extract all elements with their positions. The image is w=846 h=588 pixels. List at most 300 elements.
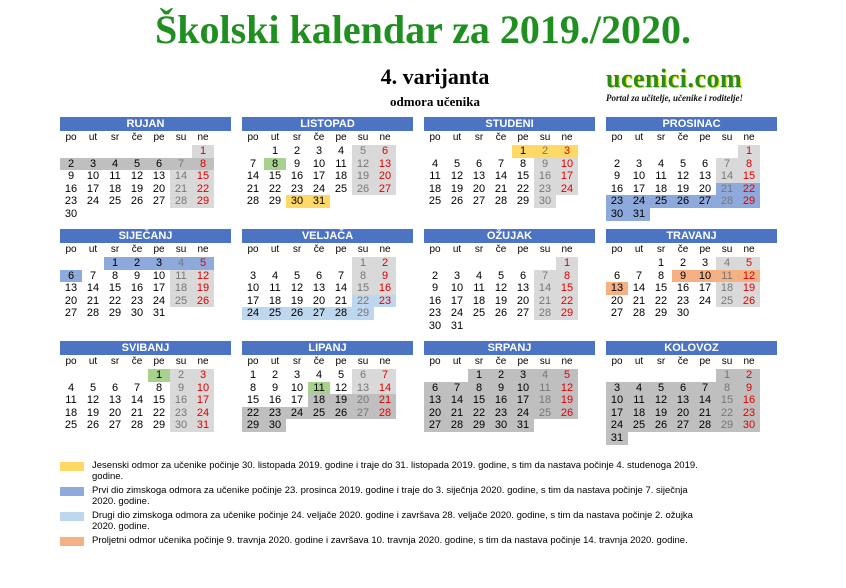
day-cell: 26 <box>286 307 308 320</box>
day-cell: 30 <box>286 195 308 208</box>
day-cell: 17 <box>450 294 464 307</box>
day-cell: 13 <box>152 170 166 183</box>
day-cell: 13 <box>312 282 326 295</box>
day-cell: 3 <box>701 257 709 269</box>
day-cell: 10 <box>152 269 166 282</box>
day-cell: 13 <box>108 394 122 407</box>
day-cell: 16 <box>64 182 78 195</box>
day-cell: 1 <box>352 257 374 270</box>
day-cell: 2 <box>679 257 687 269</box>
empty-cell <box>60 257 82 270</box>
day-cell: 3 <box>249 269 257 282</box>
day-cell: 25 <box>716 295 738 308</box>
day-cell: 5 <box>337 369 345 381</box>
day-cell: 5 <box>556 369 578 382</box>
day-cell: 12 <box>130 170 144 183</box>
day-cell: 7 <box>446 382 468 395</box>
day-cell: 20 <box>352 394 374 407</box>
day-cell: 25 <box>108 195 122 208</box>
day-cell: 12 <box>86 394 100 407</box>
day-cell: 29 <box>242 419 264 432</box>
day-cell: 6 <box>315 269 323 282</box>
day-cell: 24 <box>192 407 214 420</box>
day-cell: 24 <box>450 307 464 320</box>
day-cell: 8 <box>738 158 760 171</box>
day-cell: 2 <box>431 269 439 282</box>
day-cell: 28 <box>330 307 352 320</box>
day-cell: 21 <box>534 295 556 308</box>
weekday-label: su <box>175 244 187 255</box>
day-cell: 22 <box>242 407 264 420</box>
day-cell: 14 <box>334 282 348 295</box>
day-cell: 8 <box>264 158 286 171</box>
weekday-label: ut <box>634 356 644 367</box>
day-cell: 8 <box>716 382 738 395</box>
weekday-label: ne <box>743 244 755 255</box>
month-lipanj <box>242 341 413 432</box>
day-cell: 8 <box>556 270 578 283</box>
day-cell: 17 <box>698 282 712 295</box>
day-cell: 29 <box>468 419 490 432</box>
day-cell: 13 <box>698 170 712 183</box>
day-cell: 31 <box>192 419 214 432</box>
day-cell: 2 <box>738 369 760 382</box>
day-cell: 18 <box>308 394 330 407</box>
day-cell: 21 <box>446 407 468 420</box>
day-cell: 3 <box>293 369 301 381</box>
weekday-label: pe <box>699 244 711 255</box>
day-cell: 3 <box>315 145 323 157</box>
day-cell: 18 <box>716 282 738 295</box>
weekday-row <box>242 131 413 144</box>
day-cell: 16 <box>268 394 282 407</box>
day-cell: 11 <box>655 170 667 183</box>
empty-cell <box>650 369 672 382</box>
day-cell: 10 <box>246 282 260 295</box>
day-cell: 14 <box>86 282 100 295</box>
empty-cell <box>60 369 82 382</box>
day-cell: 7 <box>497 157 505 170</box>
empty-cell <box>694 145 716 158</box>
day-cell: 8 <box>155 381 163 394</box>
day-cell: 9 <box>613 170 621 183</box>
day-cell: 27 <box>424 419 446 432</box>
empty-cell <box>716 145 738 158</box>
weekday-row <box>606 355 777 368</box>
weekday-label: ne <box>197 356 209 367</box>
day-cell: 4 <box>657 157 665 170</box>
day-cell: 19 <box>86 406 100 419</box>
day-cell: 23 <box>738 407 760 420</box>
day-cell: 12 <box>192 270 214 283</box>
day-cell: 15 <box>246 394 260 407</box>
empty-cell <box>126 145 148 158</box>
legend-item-autumn <box>60 460 720 482</box>
day-cell: 6 <box>475 157 483 170</box>
month-header: LISTOPAD <box>242 117 413 131</box>
day-cell: 6 <box>374 145 396 158</box>
day-cell: 20 <box>152 182 166 195</box>
month-header: RUJAN <box>60 117 231 131</box>
weekday-row <box>424 243 595 256</box>
day-cell: 30 <box>64 207 78 220</box>
day-cell: 24 <box>152 294 166 307</box>
day-cell: 27 <box>308 307 330 320</box>
day-cell: 15 <box>556 282 578 295</box>
day-cell: 2 <box>126 257 148 270</box>
weekday-row <box>606 243 777 256</box>
weekday-label: ut <box>270 356 280 367</box>
day-cell: 26 <box>556 407 578 420</box>
weekday-label: po <box>429 244 441 255</box>
month-studeni <box>424 117 595 208</box>
month-header: SIJEČANJ <box>60 229 231 243</box>
day-cell: 7 <box>694 382 716 395</box>
weekday-label: ut <box>634 132 644 143</box>
empty-cell <box>628 369 650 382</box>
day-cell: 26 <box>352 183 374 196</box>
day-cell: 8 <box>657 269 665 282</box>
day-cell: 23 <box>130 294 144 307</box>
month-header: PROSINAC <box>606 117 777 131</box>
day-cell: 22 <box>654 294 668 307</box>
empty-cell <box>424 257 446 270</box>
day-cell: 17 <box>246 294 260 307</box>
weekday-label: pe <box>153 356 165 367</box>
day-cell: 19 <box>450 182 464 195</box>
weekday-row <box>60 131 231 144</box>
weekday-label: ne <box>197 244 209 255</box>
day-cell: 20 <box>672 407 694 420</box>
day-cell: 17 <box>290 394 304 407</box>
day-cell: 19 <box>352 170 374 183</box>
day-cell: 2 <box>293 145 301 157</box>
day-cell: 2 <box>60 158 82 171</box>
day-cell: 4 <box>716 257 738 270</box>
month-header: SVIBANJ <box>60 341 231 355</box>
weekday-label: po <box>247 132 259 143</box>
weekday-label: po <box>65 244 77 255</box>
day-cell: 13 <box>352 382 374 395</box>
weekday-label: po <box>65 132 77 143</box>
day-cell: 6 <box>148 158 170 171</box>
day-cell: 11 <box>269 282 281 295</box>
day-cell: 21 <box>246 182 260 195</box>
day-cell: 23 <box>534 183 556 196</box>
day-cell: 13 <box>64 282 78 295</box>
day-cell: 17 <box>556 170 578 183</box>
day-cell: 23 <box>428 307 442 320</box>
day-cell: 10 <box>512 382 534 395</box>
days-grid <box>242 257 413 320</box>
day-cell: 9 <box>490 382 512 395</box>
legend-item-winter-1 <box>60 485 720 507</box>
day-cell: 11 <box>716 270 738 283</box>
weekday-label: ne <box>197 132 209 143</box>
day-cell: 21 <box>334 294 348 307</box>
day-cell: 18 <box>472 294 486 307</box>
days-grid <box>60 369 231 432</box>
day-cell: 28 <box>374 407 396 420</box>
empty-cell <box>672 145 694 158</box>
day-cell: 13 <box>672 394 694 407</box>
month-travanj <box>606 229 777 320</box>
day-cell: 13 <box>472 170 486 183</box>
weekday-label: po <box>247 356 259 367</box>
day-cell: 14 <box>446 394 468 407</box>
day-cell: 20 <box>424 407 446 420</box>
day-cell: 31 <box>512 419 534 432</box>
day-cell: 16 <box>374 282 396 295</box>
day-cell: 22 <box>516 182 530 195</box>
day-cell: 24 <box>312 182 326 195</box>
day-cell: 19 <box>330 394 352 407</box>
day-cell: 17 <box>152 282 166 295</box>
weekday-label: su <box>357 356 369 367</box>
day-cell: 1 <box>271 145 279 157</box>
day-cell: 1 <box>738 145 760 158</box>
weekday-label: če <box>677 244 689 255</box>
day-cell: 25 <box>64 419 78 432</box>
weekday-label: sr <box>474 356 484 367</box>
day-cell: 21 <box>86 294 100 307</box>
weekday-label: sr <box>474 244 484 255</box>
empty-cell <box>424 369 446 382</box>
weekday-label: su <box>721 244 733 255</box>
weekday-label: če <box>495 132 507 143</box>
day-cell: 15 <box>468 394 490 407</box>
day-cell: 15 <box>738 170 760 183</box>
day-cell: 8 <box>519 157 527 170</box>
weekday-label: pe <box>517 244 529 255</box>
days-grid <box>424 257 595 333</box>
empty-cell <box>650 145 672 158</box>
day-cell: 8 <box>352 270 374 283</box>
weekday-label: su <box>721 132 733 143</box>
day-cell: 4 <box>431 157 439 170</box>
month-kolovoz <box>606 341 777 445</box>
day-cell: 7 <box>635 269 643 282</box>
day-cell: 5 <box>679 157 687 170</box>
empty-cell <box>606 369 628 382</box>
day-cell: 15 <box>108 282 122 295</box>
empty-cell <box>490 257 512 270</box>
empty-cell <box>424 145 446 158</box>
day-cell: 11 <box>473 282 485 295</box>
day-cell: 3 <box>192 369 214 382</box>
day-cell: 2 <box>490 369 512 382</box>
day-cell: 10 <box>290 381 304 394</box>
day-cell: 25 <box>170 295 192 308</box>
empty-cell <box>82 257 104 270</box>
days-grid <box>242 145 413 208</box>
weekday-label: po <box>429 132 441 143</box>
day-cell: 5 <box>126 158 148 171</box>
day-cell: 23 <box>170 407 192 420</box>
legend-swatch <box>60 487 84 496</box>
weekday-label: po <box>247 244 259 255</box>
weekday-row <box>242 243 413 256</box>
day-cell: 10 <box>192 382 214 395</box>
day-cell: 6 <box>424 382 446 395</box>
day-cell: 14 <box>494 170 508 183</box>
day-cell: 30 <box>130 307 144 320</box>
day-cell: 5 <box>497 269 505 282</box>
legend-text: Proljetni odmor učenika počinje 9. travnja 2020. godine i završava 10. travnja 2020. godine, s tim da nastava počinje 14. travnja 2020. godine. <box>92 535 688 546</box>
day-cell: 21 <box>694 407 716 420</box>
day-cell: 6 <box>111 381 119 394</box>
day-cell: 12 <box>650 394 672 407</box>
day-cell: 7 <box>337 269 345 282</box>
day-cell: 18 <box>334 170 348 183</box>
day-cell: 12 <box>494 282 508 295</box>
day-cell: 12 <box>556 382 578 395</box>
day-cell: 10 <box>86 170 100 183</box>
day-cell: 27 <box>694 195 716 208</box>
weekday-label: sr <box>656 356 666 367</box>
weekday-label: sr <box>292 132 302 143</box>
day-cell: 4 <box>271 269 279 282</box>
empty-cell <box>170 145 192 158</box>
day-cell: 23 <box>290 182 304 195</box>
legend-text: Drugi dio zimskoga odmora za učenike počinje 24. veljače 2020. godine i završava 28. veljače 2020. godine, s tim da nastava počinje 2. ožujka 2020. godine. <box>92 510 693 532</box>
weekday-label: če <box>131 356 143 367</box>
weekday-row <box>60 355 231 368</box>
day-cell: 21 <box>494 182 508 195</box>
empty-cell <box>82 369 104 382</box>
day-cell: 29 <box>192 195 214 208</box>
weekday-label: su <box>357 132 369 143</box>
day-cell: 21 <box>716 183 738 196</box>
empty-cell <box>148 145 170 158</box>
day-cell: 29 <box>268 195 282 208</box>
day-cell: 25 <box>428 195 442 208</box>
day-cell: 17 <box>632 182 646 195</box>
month-srpanj <box>424 341 595 432</box>
day-cell: 7 <box>89 269 97 282</box>
month-svibanj <box>60 341 231 432</box>
days-grid <box>60 257 231 320</box>
day-cell: 11 <box>65 394 77 407</box>
day-cell: 6 <box>672 382 694 395</box>
weekday-label: ne <box>561 132 573 143</box>
day-cell: 24 <box>242 307 264 320</box>
weekday-label: pe <box>153 132 165 143</box>
month-veljača <box>242 229 413 320</box>
day-cell: 26 <box>330 407 352 420</box>
empty-cell <box>606 145 628 158</box>
day-cell: 3 <box>556 145 578 158</box>
day-cell: 3 <box>148 257 170 270</box>
day-cell: 17 <box>86 182 100 195</box>
weekday-label: su <box>539 244 551 255</box>
day-cell: 27 <box>108 419 122 432</box>
day-cell: 20 <box>516 294 530 307</box>
weekday-label: če <box>677 132 689 143</box>
day-cell: 9 <box>374 270 396 283</box>
day-cell: 15 <box>516 170 530 183</box>
day-cell: 25 <box>628 419 650 432</box>
weekday-label: pe <box>517 356 529 367</box>
empty-cell <box>242 257 264 270</box>
day-cell: 19 <box>130 182 144 195</box>
day-cell: 9 <box>431 282 439 295</box>
day-cell: 30 <box>606 208 628 221</box>
day-cell: 8 <box>111 269 119 282</box>
day-cell: 4 <box>337 145 345 157</box>
day-cell: 28 <box>86 307 100 320</box>
day-cell: 4 <box>104 158 126 171</box>
weekday-label: ut <box>88 132 98 143</box>
day-cell: 21 <box>374 394 396 407</box>
day-cell: 13 <box>516 282 530 295</box>
weekday-label: ne <box>379 356 391 367</box>
day-cell: 28 <box>534 307 556 320</box>
legend-swatch <box>60 462 84 471</box>
weekday-label: ut <box>452 356 462 367</box>
day-cell: 1 <box>657 257 665 269</box>
empty-cell <box>82 145 104 158</box>
day-cell: 5 <box>453 157 461 170</box>
empty-cell <box>330 257 352 270</box>
day-cell: 28 <box>716 195 738 208</box>
day-cell: 13 <box>424 394 446 407</box>
day-cell: 14 <box>694 394 716 407</box>
days-grid <box>606 369 777 445</box>
weekday-label: sr <box>656 244 666 255</box>
day-cell: 18 <box>170 282 192 295</box>
legend-text: Jesenski odmor za učenike počinje 30. listopada 2019. godine i traje do 31. listopada 2019. godine, s tim da nastava počinje 4. studenoga 2019. godine. <box>92 460 698 482</box>
month-listopad <box>242 117 413 208</box>
day-cell: 28 <box>446 419 468 432</box>
day-cell: 18 <box>64 406 78 419</box>
day-cell: 25 <box>534 407 556 420</box>
day-cell: 7 <box>374 369 396 382</box>
day-cell: 2 <box>374 257 396 270</box>
day-cell: 23 <box>374 295 396 308</box>
day-cell: 1 <box>556 257 578 270</box>
day-cell: 20 <box>472 182 486 195</box>
weekday-label: če <box>495 244 507 255</box>
empty-cell <box>446 257 468 270</box>
day-cell: 31 <box>152 307 166 320</box>
site-logo[interactable] <box>606 66 766 103</box>
day-cell: 5 <box>650 382 672 395</box>
day-cell: 2 <box>613 157 621 170</box>
day-cell: 11 <box>170 270 192 283</box>
empty-cell <box>104 369 126 382</box>
day-cell: 22 <box>352 295 374 308</box>
weekday-row <box>60 243 231 256</box>
empty-cell <box>264 257 286 270</box>
day-cell: 6 <box>519 269 527 282</box>
day-cell: 5 <box>352 145 374 158</box>
day-cell: 19 <box>494 294 508 307</box>
weekday-label: ut <box>88 356 98 367</box>
day-cell: 26 <box>192 295 214 308</box>
day-cell: 3 <box>82 158 104 171</box>
day-cell: 14 <box>246 170 260 183</box>
day-cell: 26 <box>494 307 508 320</box>
day-cell: 1 <box>716 369 738 382</box>
day-cell: 1 <box>104 257 126 270</box>
day-cell: 1 <box>468 369 490 382</box>
day-cell: 30 <box>428 319 442 332</box>
empty-cell <box>468 145 490 158</box>
day-cell: 9 <box>271 381 279 394</box>
empty-cell <box>104 145 126 158</box>
day-cell: 29 <box>516 195 530 208</box>
